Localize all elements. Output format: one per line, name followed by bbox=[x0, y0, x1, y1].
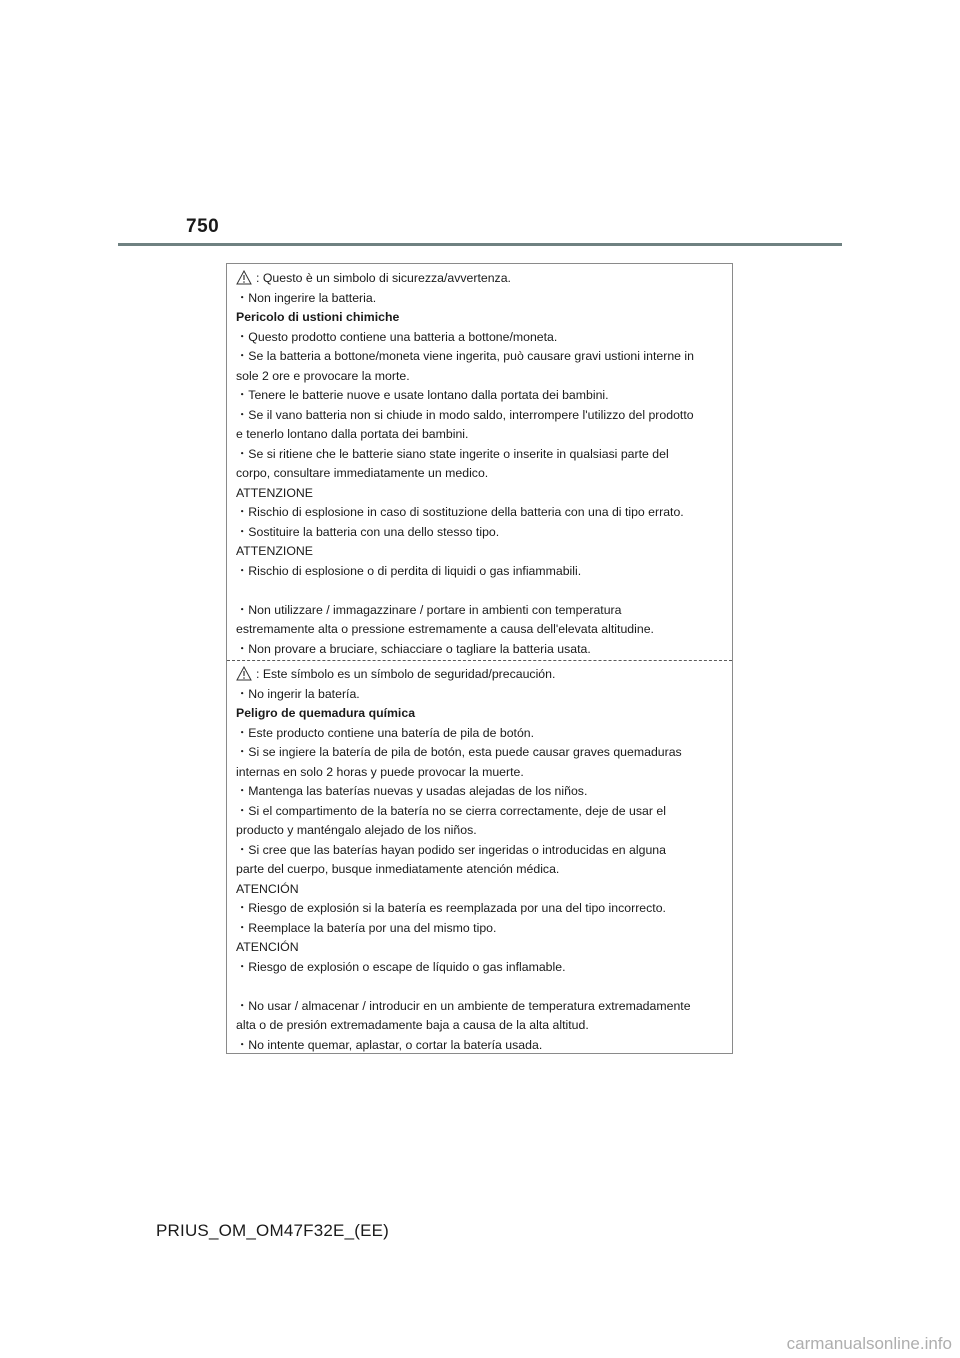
italian-caution-heading: ATTENZIONE bbox=[236, 485, 313, 500]
italian-line: ・Se il vano batteria non si chiude in modo saldo, interrompere l'utilizzo del prodotto bbox=[236, 407, 694, 422]
spanish-line: ・Mantenga las baterías nuevas y usadas alejadas de los niños. bbox=[236, 784, 588, 798]
footer-document-code: PRIUS_OM_OM47F32E_(EE) bbox=[156, 1221, 390, 1240]
spanish-line: ・No intente quemar, aplastar, o cortar la batería usada. bbox=[236, 1037, 543, 1052]
spanish-section bbox=[236, 665, 724, 1055]
italian-line: ・Non utilizzare / immagazzinare / portare in ambienti con temperatura bbox=[236, 602, 622, 617]
spanish-line: ・No usar / almacenar / introducir en un ambiente de temperatura extremadamente bbox=[236, 998, 691, 1013]
spanish-line: ・Si el compartimento de la batería no se cierra correctamente, deje de usar el bbox=[236, 803, 666, 818]
spanish-line: ・Reemplace la batería por una del mismo tipo. bbox=[236, 920, 497, 935]
italian-line: ・Se la batteria a bottone/moneta viene ingerita, può causare gravi ustioni interne in bbox=[236, 349, 694, 363]
spanish-symbol-line bbox=[236, 665, 724, 685]
spanish-line: ・No ingerir la batería. bbox=[236, 686, 360, 701]
italian-caution-heading: ATTENZIONE bbox=[236, 544, 313, 558]
spanish-line: ・Riesgo de explosión o escape de líquido o gas inflamable. bbox=[236, 959, 566, 974]
spanish-line: alta o de presión extremadamente baja a causa de la alta altitud. bbox=[236, 1018, 589, 1032]
italian-heading: Pericolo di ustioni chimiche bbox=[236, 310, 400, 324]
italian-symbol-line bbox=[236, 269, 724, 289]
blank-line bbox=[236, 977, 724, 997]
spanish-line: internas en solo 2 horas y puede provocar la muerte. bbox=[236, 764, 524, 779]
battery-warning-box bbox=[226, 263, 733, 1054]
italian-line: ・Non ingerire la batteria. bbox=[236, 290, 377, 305]
section-divider bbox=[227, 660, 732, 661]
italian-section bbox=[236, 269, 724, 659]
spanish-line: producto y manténgalo alejado de los niños. bbox=[236, 823, 477, 837]
spanish-caution-heading: ATENCIÓN bbox=[236, 881, 299, 896]
italian-line: ・Non provare a bruciare, schiacciare o tagliare la batteria usata. bbox=[236, 641, 591, 656]
italian-line: corpo, consultare immediatamente un medico. bbox=[236, 466, 489, 480]
spanish-line: parte del cuerpo, busque inmediatamente atención médica. bbox=[236, 862, 560, 876]
spanish-line: ・Si cree que las baterías hayan podido ser ingeridas o introducidas en alguna bbox=[236, 842, 666, 857]
header-rule bbox=[118, 243, 842, 246]
italian-line: estremamente alta o pressione estremamente a causa dell'elevata altitudine. bbox=[236, 622, 654, 636]
watermark[interactable]: carmanualsonline.info bbox=[786, 1334, 952, 1353]
italian-line: ・Se si ritiene che le batterie siano state ingerite o inserite in qualsiasi parte del bbox=[236, 446, 669, 461]
italian-line: e tenerlo lontano dalla portata dei bambini. bbox=[236, 427, 469, 441]
italian-line: sole 2 ore e provocare la morte. bbox=[236, 368, 410, 383]
blank-line bbox=[236, 581, 724, 601]
spanish-line: ・Si se ingiere la batería de pila de botón, esta puede causar graves quemaduras bbox=[236, 745, 682, 759]
spanish-line: ・Riesgo de explosión si la batería es reemplazada por una del tipo incorrecto. bbox=[236, 901, 666, 915]
italian-symbol-note: : Questo è un simbolo di sicurezza/avvertenza. bbox=[256, 271, 511, 285]
italian-line: ・Rischio di esplosione in caso di sostituzione della batteria con una di tipo errato. bbox=[236, 505, 684, 519]
italian-line: ・Rischio di esplosione o di perdita di liquidi o gas infiammabili. bbox=[236, 563, 582, 578]
page-number: 750 bbox=[186, 216, 220, 237]
spanish-heading: Peligro de quemadura química bbox=[236, 706, 416, 720]
italian-line: ・Tenere le batterie nuove e usate lontano dalla portata dei bambini. bbox=[236, 388, 609, 402]
spanish-symbol-note: : Este símbolo es un símbolo de seguridad/precaución. bbox=[256, 667, 556, 681]
italian-line: ・Sostituire la batteria con una dello stesso tipo. bbox=[236, 524, 500, 539]
spanish-line: ・Este producto contiene una batería de pila de botón. bbox=[236, 725, 535, 740]
spanish-caution-heading: ATENCIÓN bbox=[236, 940, 299, 954]
italian-line: ・Questo prodotto contiene una batteria a bottone/moneta. bbox=[236, 329, 558, 344]
